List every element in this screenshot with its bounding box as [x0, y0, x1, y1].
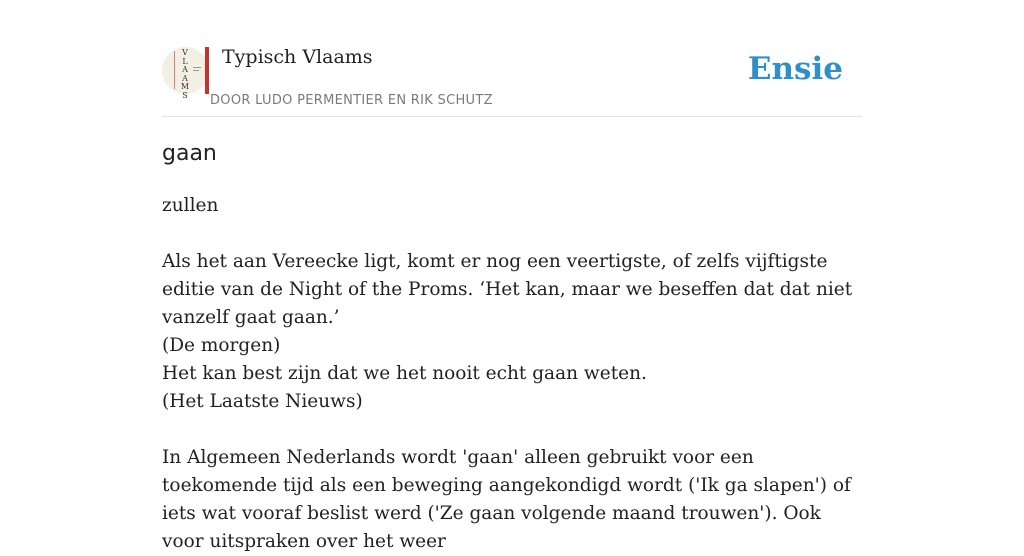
- paragraph-gap: [162, 416, 862, 444]
- example-quote: Als het aan Vereecke ligt, komt er nog een veertigste, of zelfs vijftigste editie van de Night of the Proms. ‘Het kan, maar we beseffen dat dat niet vanzelf gaat gaan.’: [162, 251, 853, 328]
- author-byline: DOOR LUDO PERMENTIER EN RIK SCHUTZ: [210, 93, 493, 108]
- book-header: [162, 0, 862, 117]
- paragraph-gap: [162, 220, 862, 248]
- logo-decoration: [174, 51, 175, 89]
- brand-logo-link[interactable]: Ensie: [747, 51, 843, 87]
- entry-meaning: zullen: [162, 195, 219, 216]
- book-title[interactable]: Typisch Vlaams: [222, 46, 373, 68]
- example-quote: Het kan best zijn dat we het nooit echt gaan weten.: [162, 363, 647, 384]
- book-cover-logo[interactable]: [162, 47, 209, 100]
- page-container: [162, 0, 862, 552]
- logo-accent-bar: [205, 47, 209, 94]
- entry-headword: gaan: [162, 141, 217, 166]
- example-source: (De morgen): [162, 335, 281, 356]
- entry-explanation: In Algemeen Nederlands wordt 'gaan' alleen gebruikt voor een toekomende tijd als een beweging aangekondigd wordt ('Ik ga slapen') of iets wat vooraf beslist werd ('Ze gaan volgende maand trouwen'). Ook voor uitspraken over het weer: [162, 447, 851, 552]
- example-source: (Het Laatste Nieuws): [162, 391, 363, 412]
- logo-decoration: [193, 67, 201, 68]
- entry-body: [162, 192, 862, 556]
- logo-decoration: [193, 70, 199, 71]
- logo-lettering: V L A A M S: [180, 48, 190, 100]
